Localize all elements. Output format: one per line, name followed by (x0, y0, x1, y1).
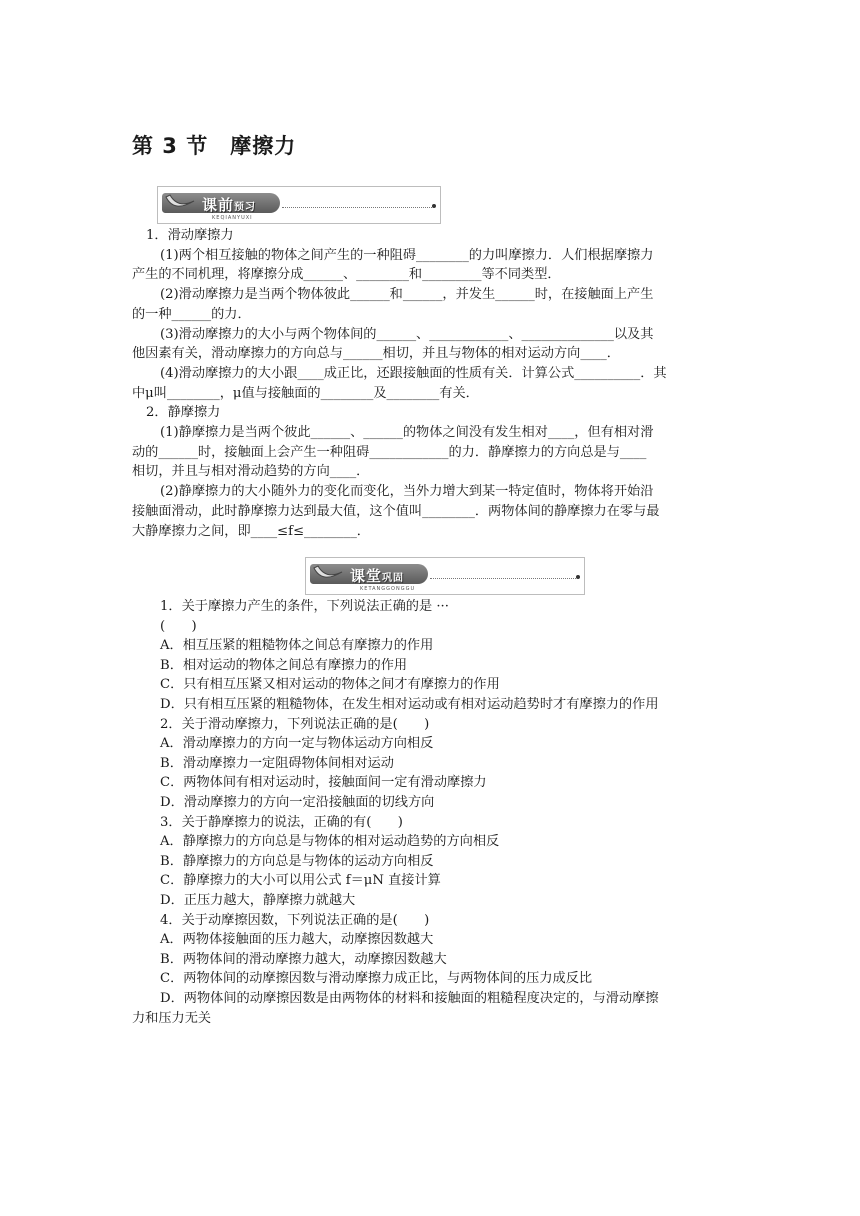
quiz-line: B．滑动摩擦力一定阻碍物体间相对运动 (160, 755, 394, 771)
quiz-line: 4．关于动摩擦因数，下列说法正确的是( ) (160, 912, 430, 928)
preview-line: (4)滑动摩擦力的大小跟____成正比，还跟接触面的性质有关．计算公式__________．其 (160, 365, 667, 381)
preview-line: 接触面滑动，此时静摩擦力达到最大值，这个值叫________．两物体间的静摩擦力在零与最 (132, 503, 660, 519)
end-dot (432, 204, 436, 208)
preview-line: 动的______时，接触面上会产生一种阻碍____________的力．静摩擦力的方向总是与____ (132, 444, 647, 460)
preview-line: 相切，并且与相对滑动趋势的方向____． (132, 464, 370, 480)
preview-line: (2)滑动摩擦力是当两个物体彼此______和______，并发生______时，在接触面上产生 (160, 287, 654, 303)
swoosh-icon (312, 562, 346, 586)
preview-line: 2．静摩擦力 (146, 405, 221, 421)
banner-title-consolidate: 课堂巩固 (350, 567, 405, 585)
preview-line: (1)静摩擦力是当两个彼此______、______的物体之间没有发生相对____，但有相对滑 (160, 425, 654, 440)
quiz-line: A．滑动摩擦力的方向一定与物体运动方向相反 (160, 736, 434, 752)
preview-line: (1)两个相互接触的物体之间产生的一种阻碍________的力叫摩擦力．人们根据摩擦力 (160, 247, 654, 263)
section-banner-preview (157, 186, 441, 224)
preview-line: 大静摩擦力之间，即____≤f≤________． (132, 523, 370, 539)
end-dot (576, 575, 580, 579)
quiz-line: 1．关于摩擦力产生的条件，下列说法正确的是 ··· (160, 599, 449, 614)
preview-line: 产生的不同机理，将摩擦分成______、________和_________等不同类型． (132, 267, 561, 283)
preview-line: 的一种______的力． (132, 306, 251, 322)
quiz-line: A．两物体接触面的压力越大，动摩擦因数越大 (160, 932, 434, 948)
quiz-line: C．两物体间有相对运动时，接触面间一定有滑动摩擦力 (160, 775, 487, 791)
quiz-line: A．静摩擦力的方向总是与物体的相对运动趋势的方向相反 (160, 834, 500, 850)
quiz-line: 2．关于滑动摩擦力，下列说法正确的是( ) (160, 716, 430, 732)
quiz-line: D．两物体间的动摩擦因数是由两物体的材料和接触面的粗糙程度决定的，与滑动摩擦 (160, 991, 659, 1006)
quiz-line: D．只有相互压紧的粗糙物体，在发生相对运动或有相对运动趋势时才有摩擦力的作用 (160, 697, 659, 712)
preview-line: 他因素有关，滑动摩擦力的方向总与______相切，并且与物体的相对运动方向____． (132, 346, 620, 362)
preview-line: 中μ叫________，μ值与接触面的________及________有关． (132, 385, 479, 401)
quiz-line: A．相互压紧的粗糙物体之间总有摩擦力的作用 (160, 638, 434, 654)
banner-pinyin-consolidate: KETANGGONGGU (360, 586, 416, 592)
dotted-rule (282, 207, 432, 209)
quiz-line: B．相对运动的物体之间总有摩擦力的作用 (160, 657, 408, 673)
quiz-line: C．两物体间的动摩擦因数与滑动摩擦力成正比，与两物体间的压力成反比 (160, 971, 593, 987)
section-banner-consolidate (305, 557, 585, 595)
quiz-line: B．静摩擦力的方向总是与物体的运动方向相反 (160, 853, 434, 869)
banner-title-preview: 课前预习 (202, 196, 257, 214)
quiz-line: ( ) (160, 618, 197, 634)
preview-line: (3)滑动摩擦力的大小与两个物体间的______、____________、______________以及其 (160, 326, 654, 342)
preview-line: 1．滑动摩擦力 (146, 228, 234, 243)
banner-pinyin-preview: KEQIANYUXI (212, 215, 253, 221)
quiz-line: C．只有相互压紧又相对运动的物体之间才有摩擦力的作用 (160, 677, 500, 693)
quiz-line: 力和压力无关 (132, 1010, 212, 1026)
quiz-line: 3．关于静摩擦力的说法，正确的有( ) (160, 814, 403, 830)
quiz-line: D．正压力越大，静摩擦力就越大 (160, 893, 356, 908)
quiz-line: B．两物体间的滑动摩擦力越大，动摩擦因数越大 (160, 951, 447, 967)
dotted-rule (430, 578, 576, 580)
quiz-line: D．滑动摩擦力的方向一定沿接触面的切线方向 (160, 795, 435, 810)
swoosh-icon (164, 191, 198, 215)
page-title: 第 3 节 摩擦力 (132, 134, 297, 158)
quiz-line: C．静摩擦力的大小可以用公式 f＝μN 直接计算 (160, 873, 441, 889)
preview-line: (2)静摩擦力的大小随外力的变化而变化，当外力增大到某一特定值时，物体将开始沿 (160, 484, 654, 500)
